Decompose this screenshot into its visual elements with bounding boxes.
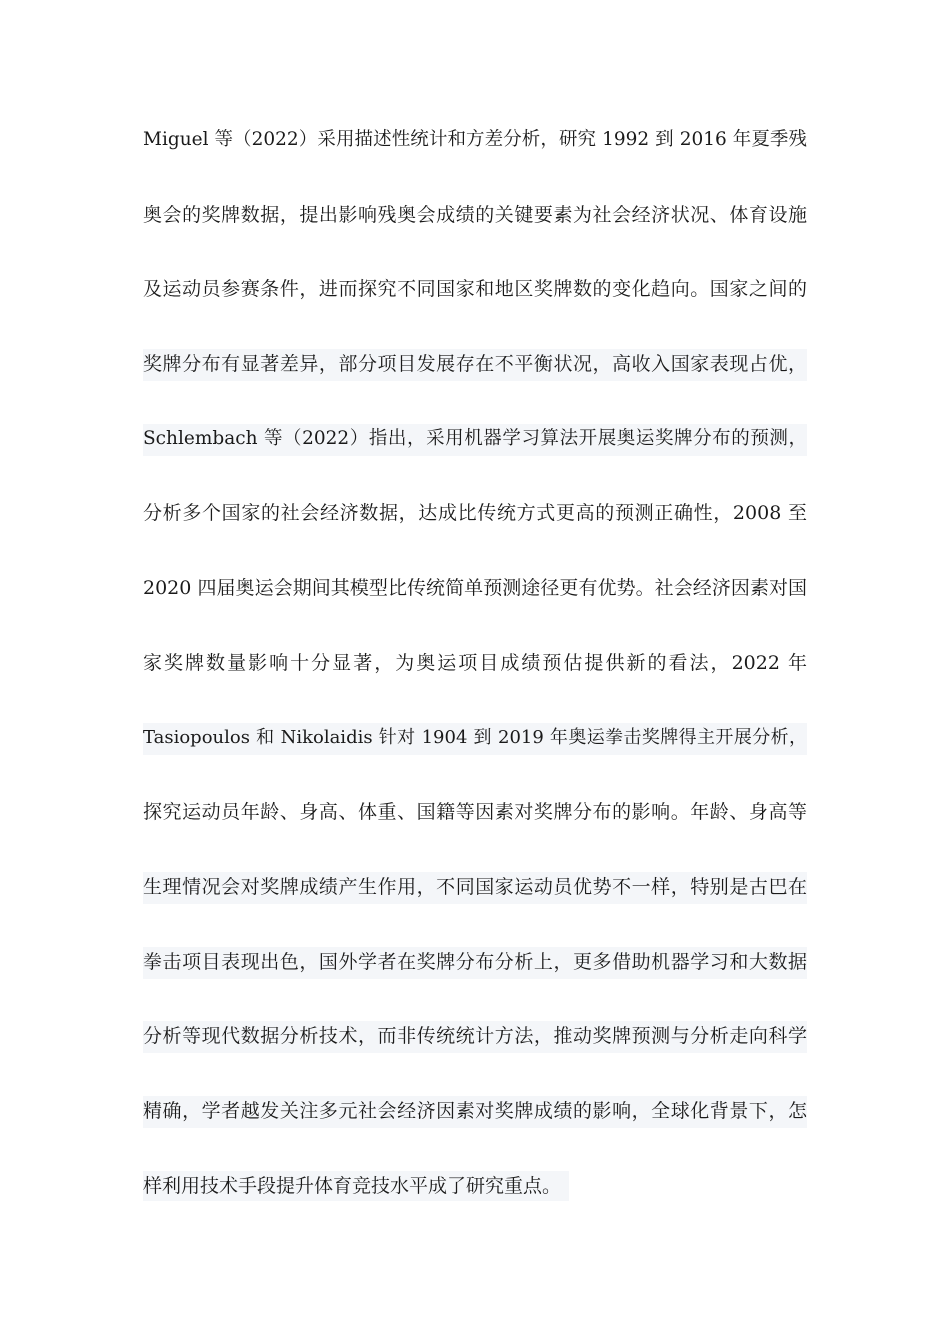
paragraph-line-3: 及运动员参赛条件，进而探究不同国家和地区奖牌数的变化趋向。国家之间的 — [143, 278, 807, 301]
paragraph-line-2: 奥会的奖牌数据，提出影响残奥会成绩的关键要素为社会经济状况、体育设施 — [143, 203, 807, 226]
paragraph-line-9: Tasiopoulos 和 Nikolaidis 针对 1904 到 2019 年奥运拳击奖牌得主开展分析， — [143, 701, 807, 776]
paragraph-line-7: 2020 四届奥运会期间其模型比传统简单预测途径更有优势。社会经济因素对国 — [143, 577, 807, 600]
paragraph-line-11: 生理情况会对奖牌成绩产生作用，不同国家运动员优势不一样，特别是古巴在 — [143, 850, 807, 925]
paragraph-line-14: 精确，学者越发关注多元社会经济因素对奖牌成绩的影响，全球化背景下，怎 — [143, 1074, 807, 1149]
paragraph-line-12: 拳击项目表现出色，国外学者在奖牌分布分析上，更多借助机器学习和大数据 — [143, 925, 807, 1000]
paragraph-line-4: 奖牌分布有显著差异，部分项目发展存在不平衡状况，高收入国家表现占优， — [143, 327, 807, 402]
paragraph-line-5: Schlembach 等（2022）指出，采用机器学习算法开展奥运奖牌分布的预测， — [143, 402, 807, 477]
paragraph-line-1: Miguel 等（2022）采用描述性统计和方差分析，研究 1992 到 2016 年夏季残 — [143, 129, 807, 150]
body-paragraph — [143, 103, 807, 1223]
paragraph-line-8: 家奖牌数量影响十分显著，为奥运项目成绩预估提供新的看法，2022 年 — [143, 651, 807, 674]
paragraph-line-15-text: 样利用技术手段提升体育竞技水平成了研究重点。 — [143, 1171, 569, 1201]
paragraph-line-15 — [143, 1149, 807, 1224]
paragraph-line-13: 分析等现代数据分析技术，而非传统统计方法，推动奖牌预测与分析走向科学 — [143, 999, 807, 1074]
paragraph-line-10: 探究运动员年龄、身高、体重、国籍等因素对奖牌分布的影响。年龄、身高等 — [143, 801, 807, 824]
paragraph-line-6: 分析多个国家的社会经济数据，达成比传统方式更高的预测正确性，2008 至 — [143, 502, 807, 525]
